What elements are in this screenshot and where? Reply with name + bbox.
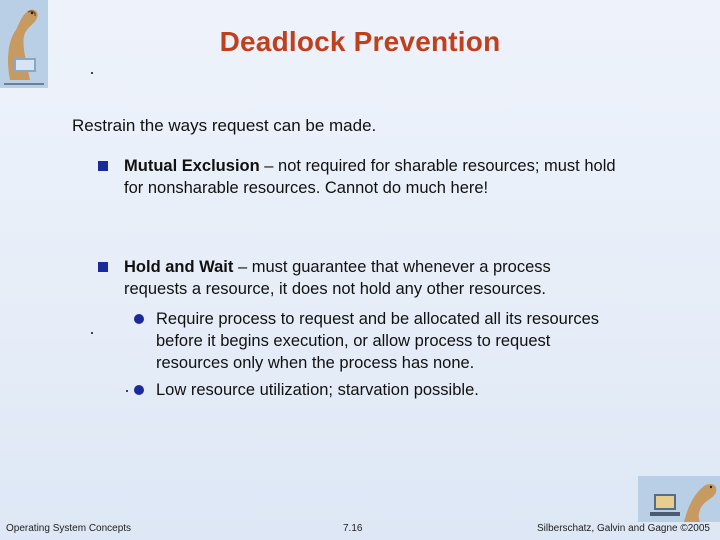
- bullet-body: – not required for sharable resources; must hold for nonsharable resources. Cannot do much here!: [124, 157, 616, 197]
- subbullet-request-all: [134, 308, 604, 374]
- stray-dot: [126, 390, 128, 392]
- footer-course: Operating System Concepts: [6, 523, 132, 534]
- stray-dot: [91, 332, 93, 334]
- round-bullet-icon: [134, 314, 144, 324]
- subbullet-text: Low resource utilization; starvation possible.: [156, 381, 479, 399]
- bullet-hold-and-wait: [98, 256, 618, 300]
- bullet-heading: Hold and Wait: [124, 258, 234, 276]
- slide-title: Deadlock Prevention: [219, 26, 501, 57]
- intro-text: Restrain the ways request can be made.: [72, 116, 377, 135]
- footer-page-number: 7.16: [343, 523, 363, 534]
- dinosaur-computer-icon: [638, 476, 720, 522]
- bullet-heading: Mutual Exclusion: [124, 157, 260, 175]
- footer-authors: Silberschatz, Galvin and Gagne ©2005: [536, 523, 710, 534]
- bullet-mutual-exclusion: [98, 155, 618, 199]
- square-bullet-icon: [98, 161, 108, 171]
- subbullet-text: Require process to request and be allocated all its resources before it begins execution, or allow process to request resources only when the process has none.: [156, 310, 599, 372]
- square-bullet-icon: [98, 262, 108, 272]
- subbullet-low-utilization: [134, 379, 604, 401]
- stray-dot: [91, 72, 93, 74]
- bullet-body: – must guarantee that whenever a process requests a resource, it does not hold any other resources.: [124, 258, 551, 298]
- round-bullet-icon: [134, 385, 144, 395]
